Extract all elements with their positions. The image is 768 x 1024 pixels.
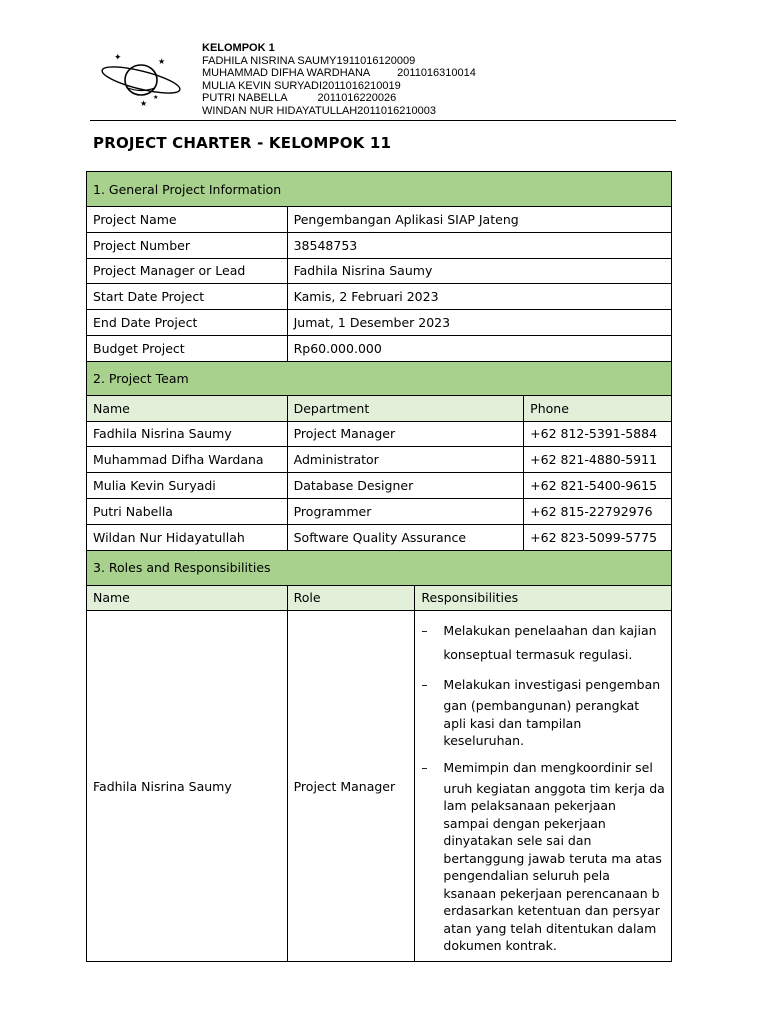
role-person-name: Fadhila Nisrina Saumy [87, 611, 288, 962]
team-phone: +62 815-22792976 [524, 498, 672, 524]
responsibility-continuation: gan (pembangunan) perangkat apli kasi dan tampilan keseluruhan. [443, 698, 640, 749]
list-item [421, 756, 665, 955]
team-department: Project Manager [287, 421, 524, 447]
table-row [87, 611, 672, 962]
section-heading: 2. Project Team [87, 361, 672, 395]
column-header-department: Department [287, 395, 524, 421]
team-name: Fadhila Nisrina Saumy [87, 421, 288, 447]
section-general-header [87, 172, 672, 207]
field-value: Rp60.000.000 [287, 335, 671, 361]
list-item [421, 619, 665, 667]
member-line: FADHILA NISRINA SAUMY1911016120009 [202, 54, 416, 67]
dash-bullet: – [421, 759, 428, 775]
field-value: Kamis, 2 Februari 2023 [287, 284, 671, 310]
svg-text:★: ★ [140, 99, 148, 108]
project-charter-table [86, 171, 672, 962]
role-title: Project Manager [287, 611, 415, 962]
table-row [87, 310, 672, 336]
member-line: PUTRI NABELLA 2011016220026 [202, 92, 397, 105]
svg-text:★: ★ [158, 57, 166, 66]
svg-text:★: ★ [153, 94, 159, 101]
group-members [202, 42, 476, 118]
field-label: Project Name [87, 207, 288, 233]
team-phone: +62 821-5400-9615 [524, 473, 672, 499]
field-value: Pengembangan Aplikasi SIAP Jateng [287, 207, 671, 233]
team-department: Software Quality Assurance [287, 524, 524, 550]
section-roles-header [87, 550, 672, 585]
team-department: Administrator [287, 447, 524, 473]
field-value: 38548753 [287, 232, 671, 258]
team-department: Programmer [287, 498, 524, 524]
field-label: Project Manager or Lead [87, 258, 288, 284]
table-row [87, 498, 672, 524]
column-header-name: Name [87, 395, 288, 421]
section-heading: 1. General Project Information [87, 172, 672, 207]
team-name: Wildan Nur Hidayatullah [87, 524, 288, 550]
team-name: Muhammad Difha Wardana [87, 447, 288, 473]
page-title: PROJECT CHARTER - KELOMPOK 11 [93, 134, 392, 152]
responsibilities-cell [415, 611, 672, 962]
svg-text:✦: ✦ [114, 53, 122, 63]
list-item [421, 673, 665, 750]
table-row [87, 421, 672, 447]
field-label: Start Date Project [87, 284, 288, 310]
column-header-name: Name [87, 585, 288, 611]
table-row [87, 447, 672, 473]
team-name: Putri Nabella [87, 498, 288, 524]
table-row [87, 524, 672, 550]
roles-column-headers [87, 585, 672, 611]
responsibility-first-line: Melakukan penelaahan dan kajian [443, 623, 657, 639]
table-row [87, 473, 672, 499]
dash-bullet: – [421, 677, 428, 693]
member-line: MUHAMMAD DIFHA WARDHANA 2011016310014 [202, 67, 476, 80]
section-team-header [87, 361, 672, 395]
field-label: Budget Project [87, 335, 288, 361]
responsibility-first-line: Melakukan investigasi pengemban [443, 677, 661, 693]
table-row [87, 335, 672, 361]
team-phone: +62 812-5391-5884 [524, 421, 672, 447]
column-header-responsibilities: Responsibilities [415, 585, 672, 611]
member-line: MULIA KEVIN SURYADI2011016210019 [202, 79, 401, 92]
responsibility-continuation: uruh kegiatan anggota tim kerja da lam pelaksanaan pekerjaan sampai dengan pekerjaan dinyatakan sele sai dan bertanggung jawab teruta ma atas pengendalian seluruh pela ksanaan pekerjaan perencanaan b erdasarkan ketentuan dan persyar atan yang telah ditentukan dalam dokumen kontrak. [443, 780, 665, 954]
responsibilities-list [421, 619, 665, 955]
table-row [87, 207, 672, 233]
team-department: Database Designer [287, 473, 524, 499]
field-label: End Date Project [87, 310, 288, 336]
section-heading: 3. Roles and Responsibilities [87, 550, 672, 585]
column-header-phone: Phone [524, 395, 672, 421]
document-header [90, 42, 676, 121]
table-row [87, 232, 672, 258]
member-line: WINDAN NUR HIDAYATULLAH2011016210003 [202, 104, 436, 117]
field-label: Project Number [87, 232, 288, 258]
planet-logo-icon [98, 52, 184, 108]
team-phone: +62 821-4880-5911 [524, 447, 672, 473]
team-phone: +62 823-5099-5775 [524, 524, 672, 550]
dash-bullet: – [421, 623, 428, 639]
table-row [87, 284, 672, 310]
responsibility-first-line: Memimpin dan mengkoordinir sel [443, 759, 653, 775]
table-row [87, 258, 672, 284]
responsibility-continuation: konseptual termasuk regulasi. [443, 647, 633, 663]
field-value: Fadhila Nisrina Saumy [287, 258, 671, 284]
team-column-headers [87, 395, 672, 421]
field-value: Jumat, 1 Desember 2023 [287, 310, 671, 336]
team-name: Mulia Kevin Suryadi [87, 473, 288, 499]
group-name: KELOMPOK 1 [202, 42, 275, 54]
column-header-role: Role [287, 585, 415, 611]
